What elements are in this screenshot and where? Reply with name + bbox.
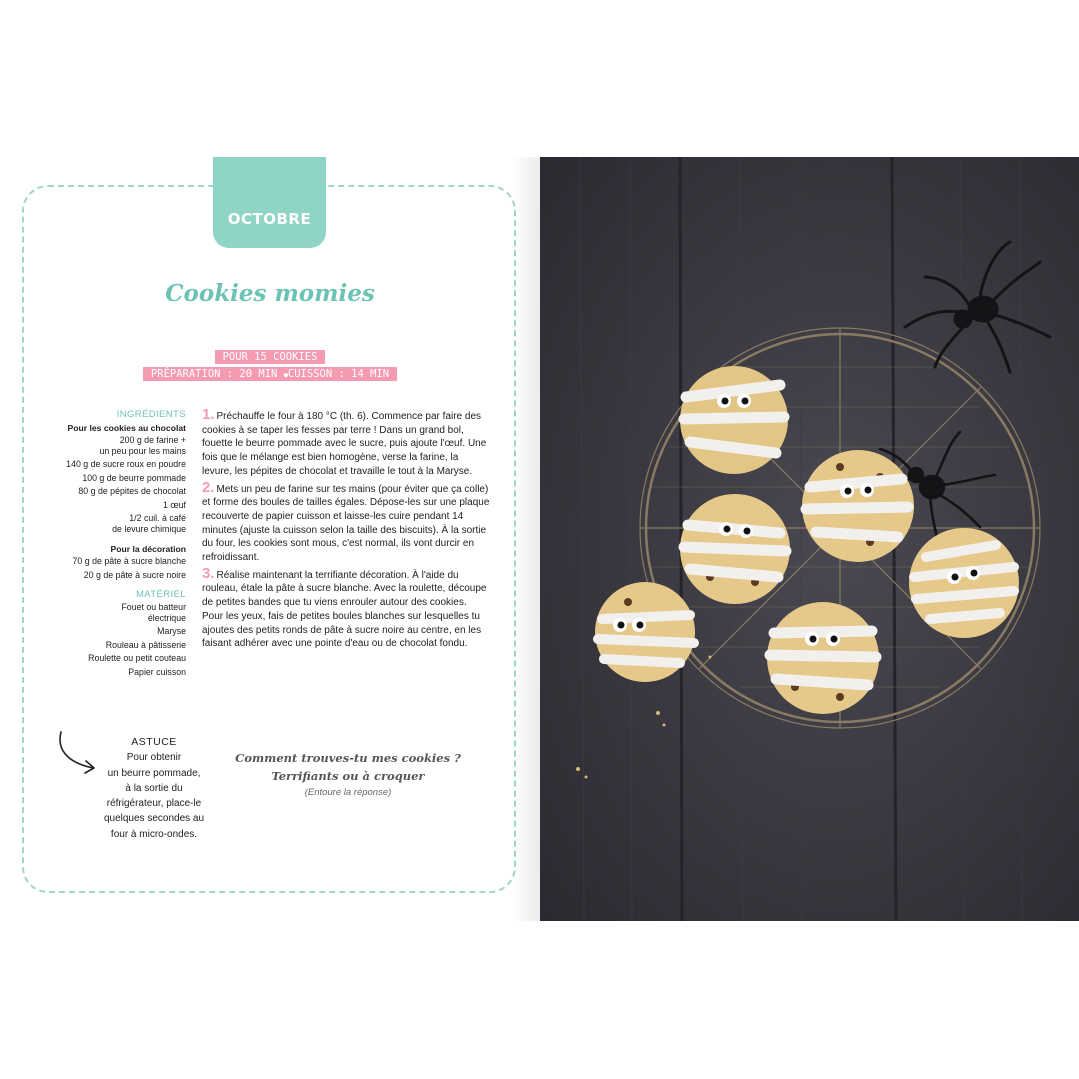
book-spread [0,157,1079,921]
mummy-cookie-icon [680,494,790,604]
steps-column [202,408,490,653]
ingredient-line: 1/2 cuil. à café [129,513,186,523]
astuce-line: à la sortie du [125,782,183,794]
step-number: 1. [202,406,215,423]
ingredient-line: 100 g de beurre pommade [82,472,186,483]
step-1 [202,408,490,479]
ingredients-group-title: Pour la décoration [110,544,186,554]
photo-page [540,157,1079,921]
yield-label: POUR 15 COOKIES [215,350,326,364]
materiel-line: Fouet ou batteur [121,602,186,612]
ingredients-group-title: Pour les cookies au chocolat [67,423,186,433]
ingredient-line: 140 g de sucre roux en poudre [66,459,186,469]
mummy-cookie-icon [595,582,695,682]
timing-label [143,367,397,381]
astuce-line: four à micro-ondes. [110,828,198,840]
month-label: OCTOBRE [227,210,312,228]
timing-bullet: ● [283,371,288,379]
step-text: Préchauffe le four à 180 °C (th. 6). Commence par faire des cookies à se taper les fesses par terre ! Dans un grand bol, fouette le beurre pommade avec le sucre, puis ajoute l'œuf. Une fois que le mélange est bien homogène, verse la farine, la levure, les pépites de chocolat et travaille le tout à la Maryse. [202,411,487,477]
step-number: 3. [202,564,215,582]
question-hint: (Entoure la réponse) [304,787,392,798]
materiel-line: Rouleau à pâtisserie [105,639,186,650]
astuce-line: quelques secondes au [103,813,205,825]
ingredient-line: 70 g de pâte à sucre blanche [72,556,186,566]
ingredient-line: 80 g de pépites de chocolat [78,486,186,496]
mummy-cookie-icon [802,450,914,562]
prep-time: PRÉPARATION : 20 MIN [150,368,278,380]
astuce-line: Pour obtenir [126,752,182,764]
ingredient-line: 20 g de pâte à sucre noire [83,569,186,580]
ingredient-line: de levure chimique [112,523,186,534]
mummy-cookie-icon [767,602,879,714]
materiel-line: Papier cuisson [128,666,186,677]
month-tab [213,157,326,248]
cook-time: CUISSON : 14 MIN [287,368,390,380]
mummy-cookie-icon [680,366,788,474]
ingredients-column [30,408,186,679]
astuce-line: un beurre pommade, [107,767,201,779]
question-answer-line: Terrifiants ou à croquer [271,769,425,783]
ingredient-line: 1 œuf [163,499,186,510]
astuce-line: réfrigérateur, place-le [106,798,202,810]
step-text: Réalise maintenant la terrifiante décoration. À l'aide du rouleau, étale la pâte à sucre blanche. Avec la roulette, découpe de petites bandes que tu viens enrouler autour des cookies. Pour les yeux, fais de petites boules blanches sur lesquelles tu ajoutes des petits ronds de pâte à sucre noire au centre, en les faisant adhérer avec une pointe d'eau ou de chocolat fondu. [202,569,487,650]
step-text: Mets un peu de farine sur tes mains (pour éviter que ça colle) et forme des boules de tailles égales. Dépose-les sur une plaque recouverte de papier cuisson et laisse-les cuire pendant 14 minutes (ajuste la cuisson selon la taille des biscuits). À la sortie du four, les cookies sont mous, c'est normal, ils vont durcir en refroidissant. [202,483,490,564]
step-3 [202,564,490,651]
question-line: Comment trouves-tu mes cookies ? [235,751,461,765]
question-box [226,749,470,801]
astuce-box [94,735,214,842]
materiel-line: électrique [147,612,186,623]
cookies-photo [540,157,1079,921]
recipe-title: Cookies momies [165,280,375,307]
yield-banner [0,347,540,365]
mummy-cookie-icon [909,528,1019,638]
timing-banner [0,364,540,382]
ingredients-heading: INGRÉDIENTS [116,409,186,420]
materiel-line: Maryse [157,626,186,636]
step-2 [202,478,490,565]
step-number: 2. [202,478,215,496]
ingredient-line: un peu pour les mains [99,445,186,456]
recipe-page [0,157,540,921]
materiel-line: Roulette ou petit couteau [88,653,186,663]
materiel-heading: MATÉRIEL [135,589,186,600]
astuce-title: ASTUCE [131,736,177,748]
ingredient-line: 200 g de farine + [119,435,186,445]
